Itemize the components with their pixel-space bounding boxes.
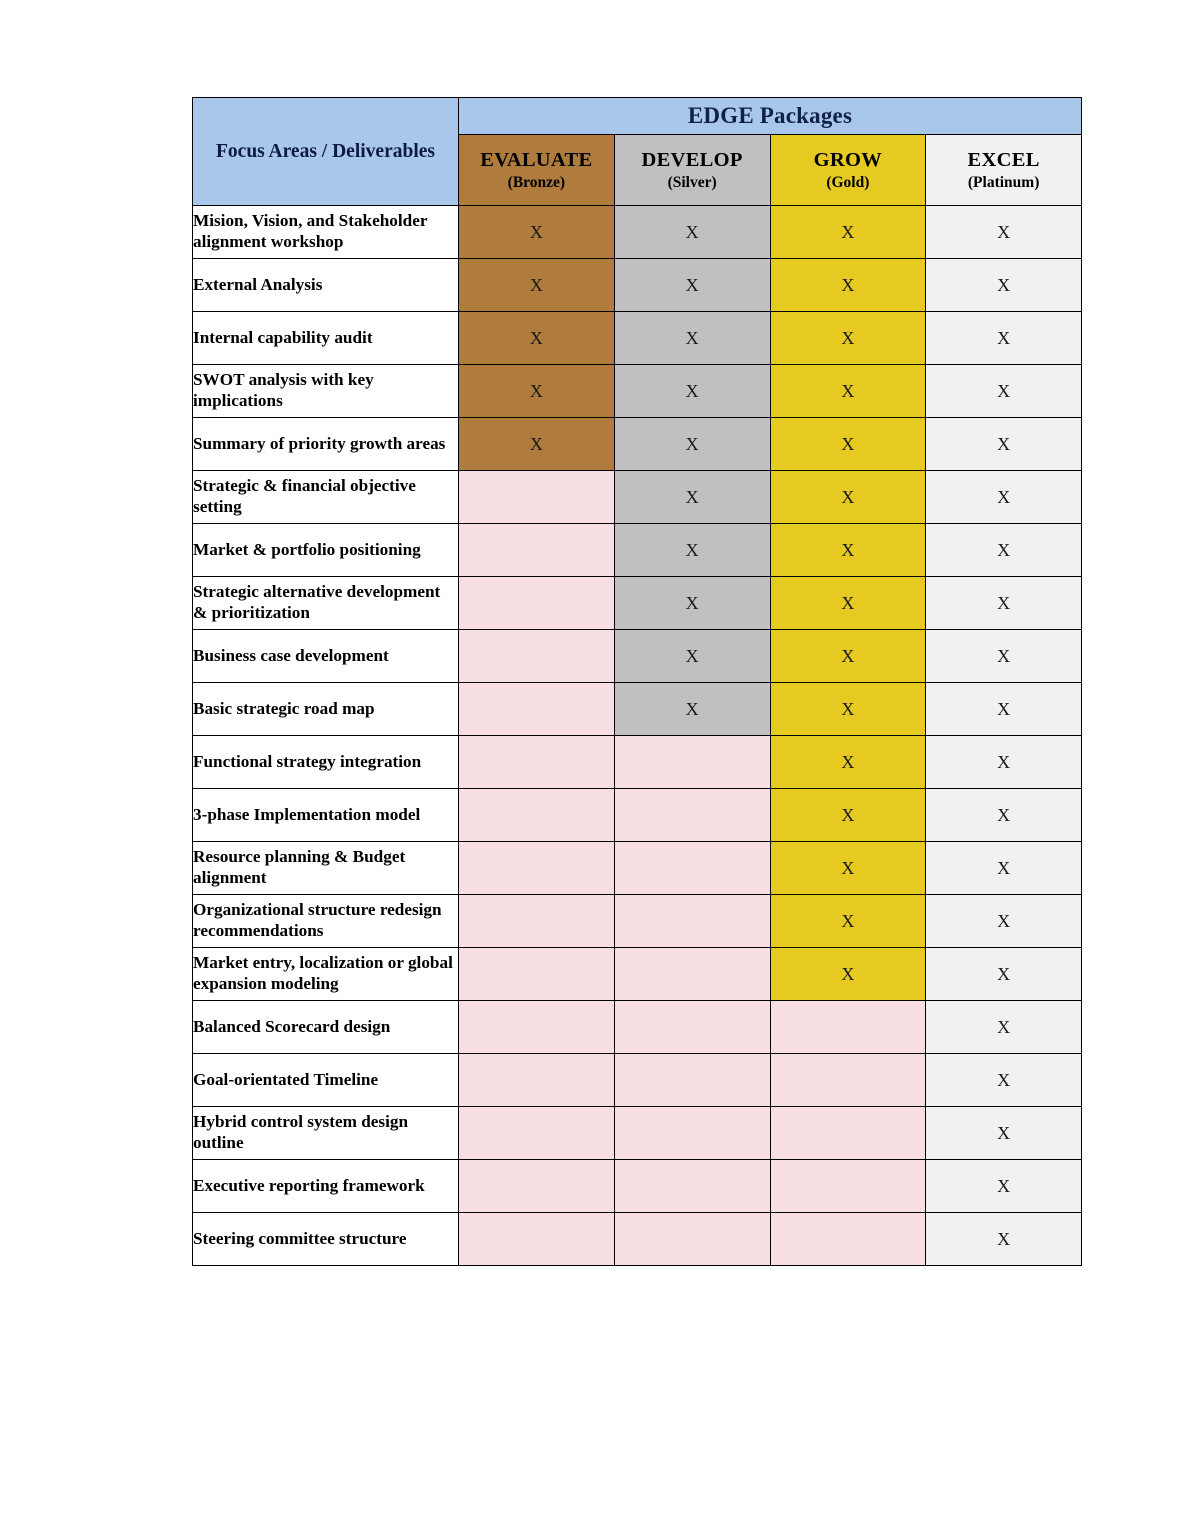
included-mark-cell	[614, 206, 770, 259]
package-header-excel	[926, 135, 1082, 206]
check-mark-x: X	[997, 539, 1011, 560]
check-mark-x: X	[529, 327, 543, 348]
included-mark-cell	[926, 259, 1082, 312]
included-mark-cell	[926, 312, 1082, 365]
included-mark-cell	[926, 1107, 1082, 1160]
check-mark-x: X	[685, 221, 699, 242]
check-mark-x: X	[685, 380, 699, 401]
included-mark-cell	[770, 524, 926, 577]
package-name: DEVELOP	[641, 148, 743, 171]
check-mark-x: X	[841, 910, 855, 931]
included-mark-cell	[926, 471, 1082, 524]
deliverable-label: Basic strategic road map	[193, 683, 459, 736]
deliverable-label: Executive reporting framework	[193, 1160, 459, 1213]
check-mark-x: X	[841, 963, 855, 984]
included-mark-cell	[926, 683, 1082, 736]
table-row	[193, 1001, 1082, 1054]
excluded-cell	[459, 577, 615, 630]
excluded-cell	[459, 1054, 615, 1107]
included-mark-cell	[926, 895, 1082, 948]
table-row	[193, 365, 1082, 418]
excluded-cell	[459, 1160, 615, 1213]
table-row	[193, 948, 1082, 1001]
deliverable-label: SWOT analysis with key implications	[193, 365, 459, 418]
check-mark-x: X	[841, 539, 855, 560]
deliverable-label: Business case development	[193, 630, 459, 683]
excluded-cell	[614, 1160, 770, 1213]
excluded-cell	[614, 736, 770, 789]
deliverable-label: Summary of priority growth areas	[193, 418, 459, 471]
check-mark-x: X	[997, 327, 1011, 348]
excluded-cell	[459, 524, 615, 577]
excluded-cell	[770, 1054, 926, 1107]
excluded-cell	[614, 948, 770, 1001]
included-mark-cell	[614, 312, 770, 365]
check-mark-x: X	[685, 327, 699, 348]
check-mark-x: X	[685, 274, 699, 295]
included-mark-cell	[926, 206, 1082, 259]
check-mark-x: X	[997, 1175, 1011, 1196]
included-mark-cell	[614, 418, 770, 471]
included-mark-cell	[926, 842, 1082, 895]
check-mark-x: X	[841, 857, 855, 878]
included-mark-cell	[614, 259, 770, 312]
excluded-cell	[770, 1213, 926, 1266]
edge-packages-matrix	[192, 97, 1081, 1266]
included-mark-cell	[770, 259, 926, 312]
check-mark-x: X	[529, 433, 543, 454]
package-name: GROW	[813, 148, 883, 171]
check-mark-x: X	[841, 751, 855, 772]
included-mark-cell	[926, 418, 1082, 471]
check-mark-x: X	[529, 274, 543, 295]
excluded-cell	[459, 789, 615, 842]
check-mark-x: X	[841, 274, 855, 295]
package-header-grow	[770, 135, 926, 206]
check-mark-x: X	[997, 910, 1011, 931]
deliverable-label: Hybrid control system design outline	[193, 1107, 459, 1160]
excluded-cell	[614, 789, 770, 842]
included-mark-cell	[459, 418, 615, 471]
excluded-cell	[459, 1213, 615, 1266]
included-mark-cell	[459, 259, 615, 312]
included-mark-cell	[926, 1213, 1082, 1266]
check-mark-x: X	[685, 592, 699, 613]
table-row	[193, 524, 1082, 577]
check-mark-x: X	[997, 486, 1011, 507]
table-row	[193, 842, 1082, 895]
check-mark-x: X	[841, 380, 855, 401]
table-row	[193, 471, 1082, 524]
included-mark-cell	[459, 365, 615, 418]
package-header-evaluate	[459, 135, 615, 206]
check-mark-x: X	[997, 592, 1011, 613]
package-header-develop	[614, 135, 770, 206]
included-mark-cell	[614, 630, 770, 683]
table-row	[193, 683, 1082, 736]
deliverable-label: Mision, Vision, and Stakeholder alignment workshop	[193, 206, 459, 259]
included-mark-cell	[770, 842, 926, 895]
excluded-cell	[459, 895, 615, 948]
included-mark-cell	[926, 948, 1082, 1001]
table-row	[193, 789, 1082, 842]
included-mark-cell	[770, 206, 926, 259]
excluded-cell	[614, 1107, 770, 1160]
table-row	[193, 259, 1082, 312]
check-mark-x: X	[997, 1016, 1011, 1037]
check-mark-x: X	[997, 1069, 1011, 1090]
excluded-cell	[459, 1001, 615, 1054]
package-name: EXCEL	[967, 148, 1040, 171]
table-row	[193, 1054, 1082, 1107]
included-mark-cell	[770, 577, 926, 630]
check-mark-x: X	[997, 1228, 1011, 1249]
header-row-banner	[193, 98, 1082, 135]
check-mark-x: X	[685, 645, 699, 666]
table-row	[193, 577, 1082, 630]
table-body	[193, 206, 1082, 1266]
table-row	[193, 206, 1082, 259]
deliverable-label: Strategic alternative development & prioritization	[193, 577, 459, 630]
excluded-cell	[459, 630, 615, 683]
packages-table	[192, 97, 1082, 1266]
deliverable-label: Market entry, localization or global expansion modeling	[193, 948, 459, 1001]
check-mark-x: X	[997, 1122, 1011, 1143]
deliverable-label: External Analysis	[193, 259, 459, 312]
table-row	[193, 312, 1082, 365]
table-row	[193, 630, 1082, 683]
included-mark-cell	[770, 365, 926, 418]
check-mark-x: X	[997, 857, 1011, 878]
included-mark-cell	[614, 577, 770, 630]
check-mark-x: X	[841, 592, 855, 613]
check-mark-x: X	[841, 698, 855, 719]
excluded-cell	[614, 1054, 770, 1107]
deliverable-label: 3-phase Implementation model	[193, 789, 459, 842]
check-mark-x: X	[997, 221, 1011, 242]
check-mark-x: X	[997, 698, 1011, 719]
included-mark-cell	[614, 524, 770, 577]
included-mark-cell	[770, 948, 926, 1001]
table-row	[193, 895, 1082, 948]
included-mark-cell	[614, 471, 770, 524]
deliverable-label: Internal capability audit	[193, 312, 459, 365]
included-mark-cell	[770, 895, 926, 948]
package-name: EVALUATE	[480, 148, 593, 171]
included-mark-cell	[926, 1054, 1082, 1107]
check-mark-x: X	[997, 804, 1011, 825]
check-mark-x: X	[529, 221, 543, 242]
deliverable-label: Market & portfolio positioning	[193, 524, 459, 577]
deliverable-label: Balanced Scorecard design	[193, 1001, 459, 1054]
included-mark-cell	[770, 418, 926, 471]
table-row	[193, 736, 1082, 789]
included-mark-cell	[926, 1001, 1082, 1054]
included-mark-cell	[459, 206, 615, 259]
excluded-cell	[770, 1001, 926, 1054]
deliverable-label: Functional strategy integration	[193, 736, 459, 789]
included-mark-cell	[926, 736, 1082, 789]
check-mark-x: X	[841, 433, 855, 454]
focus-areas-column-header: Focus Areas / Deliverables	[193, 98, 459, 206]
included-mark-cell	[770, 471, 926, 524]
deliverable-label: Goal-orientated Timeline	[193, 1054, 459, 1107]
included-mark-cell	[614, 365, 770, 418]
included-mark-cell	[926, 789, 1082, 842]
table-row	[193, 1107, 1082, 1160]
included-mark-cell	[770, 630, 926, 683]
check-mark-x: X	[841, 486, 855, 507]
included-mark-cell	[614, 683, 770, 736]
check-mark-x: X	[685, 486, 699, 507]
package-tier: (Platinum)	[967, 173, 1040, 191]
check-mark-x: X	[529, 380, 543, 401]
excluded-cell	[459, 471, 615, 524]
excluded-cell	[459, 842, 615, 895]
included-mark-cell	[770, 736, 926, 789]
deliverable-label: Strategic & financial objective setting	[193, 471, 459, 524]
check-mark-x: X	[997, 751, 1011, 772]
excluded-cell	[459, 736, 615, 789]
package-tier: (Gold)	[826, 173, 870, 191]
included-mark-cell	[770, 789, 926, 842]
included-mark-cell	[926, 630, 1082, 683]
excluded-cell	[459, 1107, 615, 1160]
excluded-cell	[770, 1160, 926, 1213]
table-row	[193, 418, 1082, 471]
check-mark-x: X	[997, 963, 1011, 984]
check-mark-x: X	[685, 698, 699, 719]
check-mark-x: X	[841, 327, 855, 348]
deliverable-label: Steering committee structure	[193, 1213, 459, 1266]
included-mark-cell	[459, 312, 615, 365]
deliverable-label: Resource planning & Budget alignment	[193, 842, 459, 895]
included-mark-cell	[926, 1160, 1082, 1213]
check-mark-x: X	[997, 380, 1011, 401]
excluded-cell	[614, 842, 770, 895]
included-mark-cell	[770, 683, 926, 736]
check-mark-x: X	[841, 645, 855, 666]
check-mark-x: X	[997, 274, 1011, 295]
included-mark-cell	[770, 312, 926, 365]
excluded-cell	[459, 948, 615, 1001]
table-row	[193, 1213, 1082, 1266]
table-row	[193, 1160, 1082, 1213]
check-mark-x: X	[997, 645, 1011, 666]
excluded-cell	[614, 1213, 770, 1266]
excluded-cell	[770, 1107, 926, 1160]
edge-packages-banner: EDGE Packages	[459, 98, 1082, 135]
check-mark-x: X	[685, 433, 699, 454]
excluded-cell	[614, 1001, 770, 1054]
check-mark-x: X	[841, 804, 855, 825]
package-tier: (Bronze)	[507, 173, 566, 191]
package-tier: (Silver)	[667, 173, 717, 191]
included-mark-cell	[926, 577, 1082, 630]
check-mark-x: X	[997, 433, 1011, 454]
included-mark-cell	[926, 524, 1082, 577]
check-mark-x: X	[685, 539, 699, 560]
excluded-cell	[614, 895, 770, 948]
included-mark-cell	[926, 365, 1082, 418]
deliverable-label: Organizational structure redesign recommendations	[193, 895, 459, 948]
excluded-cell	[459, 683, 615, 736]
check-mark-x: X	[841, 221, 855, 242]
table-head	[193, 98, 1082, 206]
